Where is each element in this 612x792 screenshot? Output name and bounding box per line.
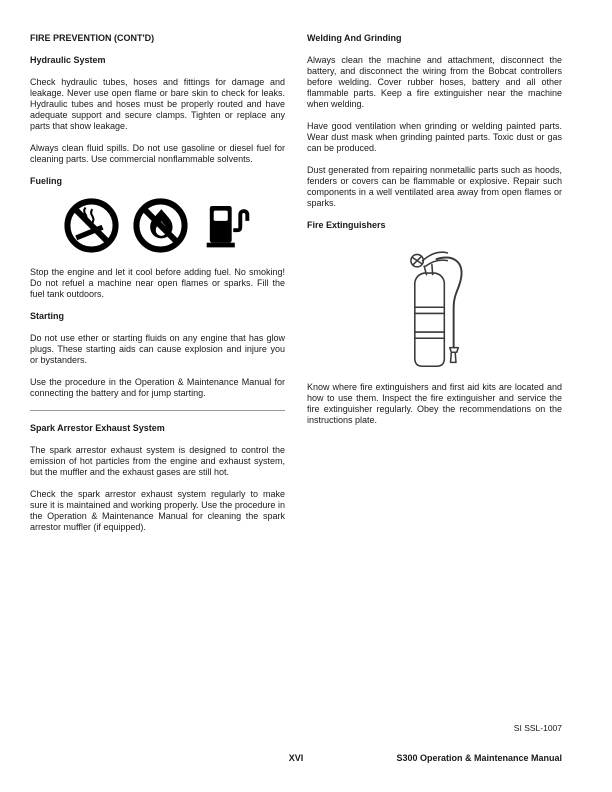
- fueling-pictograms: [30, 198, 285, 253]
- no-open-flame-icon: [133, 198, 188, 253]
- fire-extinguisher-drawing: [393, 242, 477, 374]
- page-footer: [30, 753, 562, 767]
- heading-welding-grinding: Welding And Grinding: [307, 33, 402, 43]
- section-title: FIRE PREVENTION (CONT'D): [30, 33, 155, 43]
- paragraph: The spark arrestor exhaust system is designed to control the emission of hot particles from the engine and exhaust system, but the muffler and the exhaust gases are still hot.: [30, 445, 285, 477]
- heading-fueling: Fueling: [30, 176, 62, 186]
- no-smoking-icon: [64, 198, 119, 253]
- heading-starting: Starting: [30, 311, 65, 321]
- left-column: [30, 33, 285, 544]
- paragraph: Use the procedure in the Operation & Maintenance Manual for connecting the battery and for jump starting.: [30, 377, 285, 398]
- right-column: [307, 33, 562, 544]
- paragraph: Have good ventilation when grinding or welding painted parts. Wear dust mask when grinding painted parts. Toxic dust or gas can be produced.: [307, 121, 562, 153]
- fire-extinguisher-illustration: [307, 242, 562, 374]
- fuel-pump-icon: [202, 198, 252, 253]
- paragraph: Dust generated from repairing nonmetallic parts such as hoods, fenders or covers can be flammable or explosive. Repair such components in a well ventilated area away from open flames or sparks.: [307, 165, 562, 208]
- section-divider: [30, 410, 285, 411]
- heading-hydraulic-system: Hydraulic System: [30, 55, 106, 65]
- heading-fire-extinguishers: Fire Extinguishers: [307, 220, 386, 230]
- paragraph: Always clean fluid spills. Do not use gasoline or diesel fuel for cleaning parts. Use commercial nonflammable solvents.: [30, 143, 285, 164]
- paragraph: Check hydraulic tubes, hoses and fittings for damage and leakage. Never use open flame or bare skin to check for leaks. Hydraulic tubes and hoses must be properly routed and have adequate support and secure clamps. Tighten or replace any parts that show leakage.: [30, 77, 285, 131]
- paragraph: Check the spark arrestor exhaust system regularly to make sure it is maintained and working properly. Use the procedure in the Operation & Maintenance Manual for cleaning the spark arrestor muffler (if equipped).: [30, 489, 285, 532]
- heading-spark-arrestor: Spark Arrestor Exhaust System: [30, 423, 165, 433]
- paragraph: Stop the engine and let it cool before adding fuel. No smoking! Do not refuel a machine near open flames or sparks. Fill the fuel tank outdoors.: [30, 267, 285, 299]
- paragraph: Know where fire extinguishers and first aid kits are located and how to use them. Inspect the fire extinguisher and service the fire extinguisher regularly. Obey the recommendations on the instructions plate.: [307, 382, 562, 425]
- page-number: XVI: [288, 753, 304, 763]
- footer-manual-title: S300 Operation & Maintenance Manual: [396, 753, 562, 763]
- document-reference: SI SSL-1007: [513, 723, 562, 733]
- paragraph: Do not use ether or starting fluids on any engine that has glow plugs. These starting aids can cause explosion and injure you or bystanders.: [30, 333, 285, 365]
- paragraph: Always clean the machine and attachment, disconnect the battery, and disconnect the wiring from the Bobcat controllers before welding. Cover rubber hoses, battery and all other flammable parts. Keep a fire extinguisher near the machine when welding.: [307, 55, 562, 109]
